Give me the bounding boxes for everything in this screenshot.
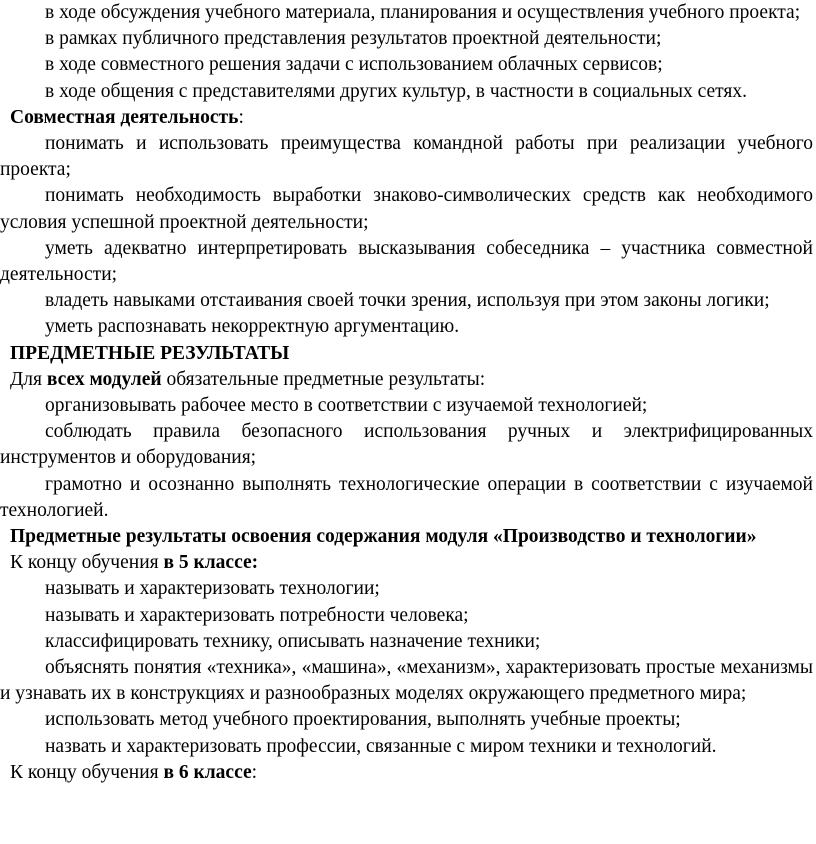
grade-5-before: К концу обучения <box>10 552 164 574</box>
list-item: называть и характеризовать потребности человека; <box>45 604 469 626</box>
list-item: понимать необходимость выработки знаково-символических средств как необходимого условия успешной проектной деятельности; <box>0 185 813 233</box>
grade-6-after: : <box>251 761 258 783</box>
list-item: уметь адекватно интерпретировать высказывания собеседника – участника совместной деятельности; <box>0 237 813 286</box>
intro-bold: всех модулей <box>46 368 162 390</box>
list-item: в ходе общения с представителями других культур, в частности в социальных сетях. <box>45 80 748 102</box>
list-item: организовывать рабочее место в соответствии с изучаемой технологией; <box>45 395 648 417</box>
list-item: в ходе совместного решения задачи с использованием облачных сервисов; <box>45 54 663 76</box>
list-item: владеть навыками отстаивания своей точки зрения, используя при этом законы логики; <box>45 290 770 312</box>
grade-6-intro <box>0 760 813 786</box>
intro-after: обязательные предметные результаты: <box>161 368 486 390</box>
list-item: называть и характеризовать технологии; <box>45 578 380 600</box>
list-item: в рамках публичного представления результатов проектной деятельности; <box>45 28 662 50</box>
list-item: уметь распознавать некорректную аргументацию. <box>45 316 460 338</box>
module-heading-text: Предметные результаты освоения содержания модуля «Производство и технологии» <box>10 526 757 548</box>
section-heading-text: ПРЕДМЕТНЫЕ РЕЗУЛЬТАТЫ <box>10 342 290 364</box>
grade-5-bold: в 5 классе: <box>163 552 259 574</box>
module-heading <box>0 524 813 550</box>
list-item: назвать и характеризовать профессии, связанные с миром техники и технологий. <box>45 735 717 757</box>
list-item: понимать и использовать преимущества командной работы при реализации учебного проекта; <box>0 133 813 181</box>
intro-before: Для <box>10 368 47 390</box>
section-heading-subject-results <box>0 341 813 367</box>
grade-6-before: К концу обучения <box>10 761 164 783</box>
subheading-joint-activity <box>0 105 813 131</box>
grade-6-bold: в 6 классе <box>163 761 252 783</box>
subheading-rest: : <box>238 106 244 128</box>
list-item: в ходе обсуждения учебного материала, планирования и осуществления учебного проекта; <box>45 2 801 23</box>
list-item: классифицировать технику, описывать назначение техники; <box>45 630 541 652</box>
list-item: соблюдать правила безопасного использования ручных и электрифицированных инструментов и оборудования; <box>0 421 813 469</box>
intro-all-modules <box>0 367 813 393</box>
list-item: использовать метод учебного проектирования, выполнять учебные проекты; <box>45 709 681 731</box>
grade-5-intro <box>0 550 813 576</box>
subheading-bold: Совместная деятельность <box>10 106 239 128</box>
list-item: грамотно и осознанно выполнять технологические операции в соответствии с изучаемой технологией. <box>0 473 813 521</box>
list-item: объяснять понятия «техника», «машина», «механизм», характеризовать простые механизмы и узнавать их в конструкциях и разнообразных моделях окружающего предметного мира; <box>0 657 813 705</box>
